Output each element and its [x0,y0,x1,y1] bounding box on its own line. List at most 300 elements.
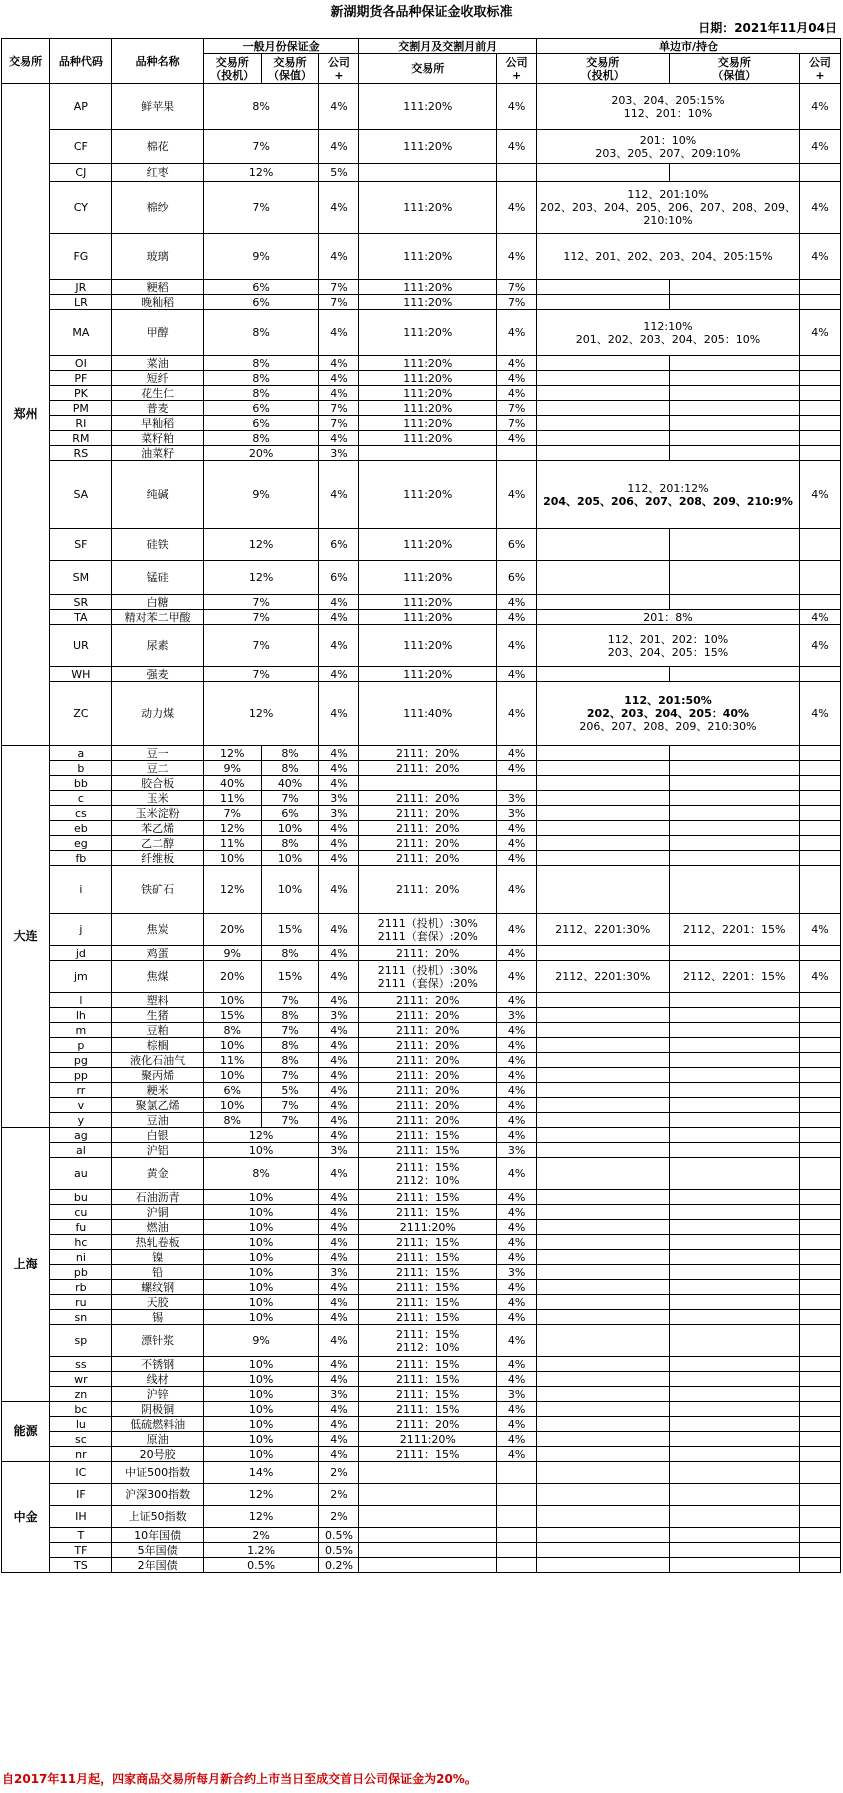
delivery-exchange-cell: 111:20% [359,416,497,431]
general-exchange-cell: 12% [203,529,319,561]
code-cell: WH [50,667,112,682]
unilateral-spec-cell [537,946,669,961]
delivery-exchange-cell: 111:20% [359,561,497,595]
unilateral-hedge-cell [669,1083,799,1098]
general-exchange-cell: 10% [203,1372,319,1387]
unilateral-spec-cell [537,1250,669,1265]
delivery-exchange-cell: 2111：20% [359,836,497,851]
code-cell: AP [50,84,112,130]
table-row [2,761,841,776]
delivery-company-cell: 4% [497,746,537,761]
code-cell: PK [50,386,112,401]
unilateral-company-cell: 4% [799,914,840,946]
code-cell: FG [50,234,112,280]
unilateral-spec-cell [537,1432,669,1447]
general-exchange-cell: 12% [203,1128,319,1143]
code-cell: y [50,1113,112,1128]
unilateral-hedge-cell [669,295,799,310]
unilateral-hedge-cell [669,1372,799,1387]
general-exchange-cell: 10% [203,1402,319,1417]
delivery-exchange-cell: 111:20% [359,356,497,371]
unilateral-company-cell [799,416,840,431]
general-spec-cell: 12% [203,866,261,914]
unilateral-company-cell [799,1558,840,1573]
unilateral-hedge-cell [669,993,799,1008]
unilateral-company-cell [799,836,840,851]
table-row [2,1128,841,1143]
delivery-exchange-cell: 111:20% [359,371,497,386]
general-spec-cell: 15% [203,1008,261,1023]
table-row [2,386,841,401]
header-code: 品种代码 [50,39,112,84]
table-row [2,529,841,561]
code-cell: hc [50,1235,112,1250]
general-exchange-cell: 10% [203,1310,319,1325]
delivery-exchange-cell [359,776,497,791]
delivery-exchange-cell: 2111：15% [359,1310,497,1325]
name-cell: 沪铝 [112,1143,203,1158]
general-exchange-cell: 8% [203,1158,319,1190]
delivery-exchange-cell: 111:20% [359,667,497,682]
unilateral-company-cell [799,1417,840,1432]
unilateral-hedge-cell [669,164,799,182]
unilateral-company-cell [799,761,840,776]
table-row [2,1484,841,1506]
exchange-cell: 中金 [2,1462,50,1573]
unilateral-spec-cell [537,1558,669,1573]
delivery-company-cell: 4% [497,1402,537,1417]
unilateral-hedge-cell [669,1295,799,1310]
code-cell: SM [50,561,112,595]
general-exchange-cell: 14% [203,1462,319,1484]
general-exchange-cell: 9% [203,234,319,280]
unilateral-hedge-cell [669,1008,799,1023]
general-company-cell: 4% [319,1402,359,1417]
delivery-exchange-cell: 2111：20% [359,866,497,914]
name-cell: 动力煤 [112,682,203,746]
name-cell: 热轧卷板 [112,1235,203,1250]
unilateral-spec-cell [537,561,669,595]
general-exchange-cell: 7% [203,667,319,682]
name-cell: 乙二醇 [112,836,203,851]
name-cell: 10年国债 [112,1528,203,1543]
header-unilateral-exchange-spec: 交易所 （投机） [537,54,669,84]
name-cell: 铁矿石 [112,866,203,914]
code-cell: cs [50,806,112,821]
general-hedge-cell: 7% [261,1023,319,1038]
unilateral-spec-cell [537,1543,669,1558]
general-spec-cell: 8% [203,1023,261,1038]
unilateral-spec-cell [537,836,669,851]
general-exchange-cell: 10% [203,1295,319,1310]
code-cell: SR [50,595,112,610]
unilateral-hedge-cell [669,431,799,446]
code-cell: bc [50,1402,112,1417]
table-row [2,1235,841,1250]
delivery-company-cell: 4% [497,130,537,164]
unilateral-company-cell [799,1432,840,1447]
delivery-company-cell: 4% [497,836,537,851]
name-cell: 强麦 [112,667,203,682]
unilateral-spec-cell [537,1372,669,1387]
code-cell: jm [50,961,112,993]
delivery-company-cell: 4% [497,356,537,371]
delivery-exchange-cell [359,164,497,182]
delivery-company-cell [497,446,537,461]
table-row [2,866,841,914]
name-cell: 天胶 [112,1295,203,1310]
code-cell: rb [50,1280,112,1295]
unilateral-spec-cell [537,386,669,401]
unilateral-line: 112、201:12% [627,481,709,495]
general-exchange-cell: 6% [203,295,319,310]
delivery-company-cell: 4% [497,595,537,610]
general-hedge-cell: 8% [261,1038,319,1053]
unilateral-spec-cell: 2112、2201:30% [537,914,669,946]
general-exchange-cell: 7% [203,610,319,625]
general-exchange-cell: 7% [203,595,319,610]
delivery-company-cell [497,164,537,182]
unilateral-spec-cell [537,1128,669,1143]
delivery-exchange-cell: 2111：20% [359,1038,497,1053]
code-cell: pp [50,1068,112,1083]
table-row [2,1143,841,1158]
table-row [2,595,841,610]
name-cell: 晚籼稻 [112,295,203,310]
general-spec-cell: 10% [203,1038,261,1053]
delivery-exchange-cell: 2111:20% [359,1432,497,1447]
general-hedge-cell: 10% [261,851,319,866]
unilateral-hedge-cell [669,1158,799,1190]
unilateral-spec-cell [537,746,669,761]
header-name: 品种名称 [112,39,203,84]
unilateral-company-cell: 4% [799,682,840,746]
unilateral-hedge-cell [669,561,799,595]
delivery-exchange-cell: 111:20% [359,625,497,667]
unilateral-company-cell [799,851,840,866]
delivery-exchange-cell [359,1528,497,1543]
delivery-exchange-cell: 111:20% [359,280,497,295]
code-cell: IC [50,1462,112,1484]
general-hedge-cell: 5% [261,1083,319,1098]
general-company-cell: 4% [319,625,359,667]
general-spec-cell: 6% [203,1083,261,1098]
table-row [2,295,841,310]
delivery-exchange-cell: 111:20% [359,529,497,561]
unilateral-spec-cell [537,1053,669,1068]
delivery-company-cell: 4% [497,1083,537,1098]
general-hedge-cell: 7% [261,791,319,806]
general-exchange-cell: 1.2% [203,1543,319,1558]
unilateral-spec-cell [537,431,669,446]
name-cell: 20号胶 [112,1447,203,1462]
delivery-company-cell: 4% [497,667,537,682]
table-row [2,851,841,866]
unilateral-exchange-cell [537,461,800,529]
unilateral-company-cell [799,561,840,595]
name-cell: 粳稻 [112,280,203,295]
table-row [2,1387,841,1402]
name-cell: 上证50指数 [112,1506,203,1528]
code-cell: CY [50,182,112,234]
code-cell: sp [50,1325,112,1357]
delivery-exchange-cell: 2111:20% [359,1220,497,1235]
name-cell: 焦炭 [112,914,203,946]
unilateral-hedge-cell [669,1190,799,1205]
delivery-exchange-cell: 2111：20% [359,946,497,961]
header-delivery-exchange: 交易所 [359,54,497,84]
name-cell: 5年国债 [112,1543,203,1558]
general-spec-cell: 10% [203,851,261,866]
general-company-cell: 4% [319,386,359,401]
general-spec-cell: 10% [203,1068,261,1083]
unilateral-company-cell: 4% [799,610,840,625]
unilateral-company-cell [799,1462,840,1484]
general-hedge-cell: 8% [261,746,319,761]
delivery-exchange-cell [359,1506,497,1528]
delivery-exchange-cell: 2111：15% [359,1280,497,1295]
unilateral-spec-cell [537,356,669,371]
unilateral-company-cell [799,1325,840,1357]
table-row [2,791,841,806]
general-exchange-cell: 7% [203,130,319,164]
delivery-exchange-cell: 2111：15% [359,1205,497,1220]
general-exchange-cell: 10% [203,1143,319,1158]
general-company-cell: 4% [319,821,359,836]
unilateral-spec-cell [537,1235,669,1250]
unilateral-hedge-cell [669,1143,799,1158]
general-company-cell: 4% [319,595,359,610]
unilateral-spec-cell [537,993,669,1008]
table-row [2,310,841,356]
unilateral-hedge-cell [669,746,799,761]
table-row [2,431,841,446]
general-company-cell: 4% [319,1023,359,1038]
unilateral-hedge-cell [669,1447,799,1462]
unilateral-spec-cell [537,866,669,914]
table-row [2,821,841,836]
unilateral-company-cell [799,1158,840,1190]
unilateral-spec-cell [537,1113,669,1128]
general-company-cell: 4% [319,946,359,961]
name-cell: 锡 [112,1310,203,1325]
unilateral-hedge-cell [669,1417,799,1432]
general-exchange-cell: 8% [203,84,319,130]
delivery-company-cell: 3% [497,791,537,806]
unilateral-company-cell [799,806,840,821]
unilateral-company-cell [799,371,840,386]
general-company-cell: 4% [319,1190,359,1205]
general-company-cell: 4% [319,1158,359,1190]
unilateral-company-cell [799,280,840,295]
unilateral-company-cell [799,821,840,836]
general-exchange-cell: 6% [203,416,319,431]
general-exchange-cell: 12% [203,561,319,595]
unilateral-spec-cell [537,776,669,791]
delivery-company-cell: 4% [497,1053,537,1068]
general-company-cell: 4% [319,130,359,164]
table-row [2,1310,841,1325]
general-spec-cell: 40% [203,776,261,791]
general-exchange-cell: 10% [203,1432,319,1447]
table-row [2,446,841,461]
table-row [2,356,841,371]
delivery-exchange-cell: 2111：20% [359,746,497,761]
unilateral-hedge-cell [669,1250,799,1265]
delivery-exchange-cell: 2111：20% [359,821,497,836]
unilateral-exchange-cell: 112:10% 201、202、203、204、205：10% [537,310,800,356]
general-exchange-cell: 12% [203,682,319,746]
delivery-exchange-cell: 111:20% [359,130,497,164]
name-cell: 白糖 [112,595,203,610]
code-cell: LR [50,295,112,310]
name-cell: 豆一 [112,746,203,761]
name-cell: 苯乙烯 [112,821,203,836]
general-company-cell: 4% [319,851,359,866]
unilateral-company-cell [799,356,840,371]
general-company-cell: 4% [319,182,359,234]
delivery-company-cell: 4% [497,1235,537,1250]
header-general-company: 公司 + [319,54,359,84]
code-cell: al [50,1143,112,1158]
delivery-exchange-cell: 111:20% [359,386,497,401]
general-company-cell: 4% [319,1295,359,1310]
general-company-cell: 3% [319,791,359,806]
unilateral-company-cell: 4% [799,310,840,356]
table-row [2,1402,841,1417]
general-company-cell: 3% [319,446,359,461]
name-cell: 玻璃 [112,234,203,280]
unilateral-company-cell [799,1528,840,1543]
general-exchange-cell: 9% [203,1325,319,1357]
unilateral-hedge-cell [669,529,799,561]
unilateral-spec-cell [537,1038,669,1053]
unilateral-spec-cell [537,667,669,682]
general-exchange-cell: 12% [203,164,319,182]
code-cell: CF [50,130,112,164]
unilateral-company-cell: 4% [799,234,840,280]
delivery-company-cell: 4% [497,1432,537,1447]
unilateral-hedge-cell [669,1484,799,1506]
general-company-cell: 3% [319,1008,359,1023]
general-exchange-cell: 10% [203,1447,319,1462]
delivery-company-cell: 4% [497,1190,537,1205]
table-row [2,667,841,682]
table-row [2,1372,841,1387]
delivery-exchange-cell: 2111：15% [359,1235,497,1250]
general-company-cell: 3% [319,1143,359,1158]
unilateral-hedge-cell [669,1038,799,1053]
delivery-company-cell: 4% [497,914,537,946]
header-general-exchange-hedge: 交易所 （保值） [261,54,319,84]
general-company-cell: 7% [319,280,359,295]
table-row [2,1432,841,1447]
table-row [2,993,841,1008]
code-cell: a [50,746,112,761]
unilateral-company-cell: 4% [799,961,840,993]
delivery-company-cell: 4% [497,1038,537,1053]
unilateral-hedge-cell [669,851,799,866]
general-hedge-cell: 8% [261,946,319,961]
table-row [2,1023,841,1038]
unilateral-hedge-cell [669,1462,799,1484]
unilateral-hedge-cell [669,1528,799,1543]
delivery-exchange-cell [359,1558,497,1573]
unilateral-line: 202、203、204、205：40% [586,707,750,720]
table-row [2,1417,841,1432]
code-cell: ag [50,1128,112,1143]
table-row [2,461,841,529]
general-company-cell: 7% [319,401,359,416]
name-cell: 纤维板 [112,851,203,866]
general-hedge-cell: 7% [261,993,319,1008]
general-exchange-cell: 10% [203,1280,319,1295]
unilateral-hedge-cell [669,595,799,610]
code-cell: eb [50,821,112,836]
name-cell: 胶合板 [112,776,203,791]
general-exchange-cell: 10% [203,1387,319,1402]
code-cell: T [50,1528,112,1543]
name-cell: 燃油 [112,1220,203,1235]
code-cell: sc [50,1432,112,1447]
delivery-exchange-cell: 2111：15% [359,1265,497,1280]
general-exchange-cell: 10% [203,1205,319,1220]
table-row [2,946,841,961]
unilateral-hedge-cell [669,401,799,416]
unilateral-hedge-cell [669,1098,799,1113]
delivery-exchange-cell: 2111：20% [359,851,497,866]
unilateral-spec-cell [537,416,669,431]
code-cell: TF [50,1543,112,1558]
name-cell: 线材 [112,1372,203,1387]
table-row [2,746,841,761]
unilateral-company-cell [799,1447,840,1462]
delivery-company-cell: 7% [497,295,537,310]
name-cell: 玉米 [112,791,203,806]
delivery-company-cell: 4% [497,946,537,961]
delivery-company-cell: 3% [497,1265,537,1280]
general-company-cell: 6% [319,529,359,561]
name-cell: 沪铜 [112,1205,203,1220]
delivery-company-cell: 4% [497,761,537,776]
delivery-exchange-cell: 2111：15% [359,1357,497,1372]
table-row [2,1113,841,1128]
delivery-company-cell: 4% [497,1280,537,1295]
table-row [2,164,841,182]
header-delivery-company: 公司 + [497,54,537,84]
table-row [2,1543,841,1558]
code-cell: ru [50,1295,112,1310]
delivery-exchange-cell: 2111：20% [359,806,497,821]
name-cell: 鲜苹果 [112,84,203,130]
unilateral-hedge-cell [669,776,799,791]
exchange-cell: 大连 [2,746,50,1128]
unilateral-spec-cell [537,446,669,461]
code-cell: jd [50,946,112,961]
unilateral-hedge-cell [669,1068,799,1083]
delivery-exchange-cell: 2111：15% 2112：10% [359,1325,497,1357]
name-cell: 白银 [112,1128,203,1143]
delivery-company-cell: 4% [497,371,537,386]
general-company-cell: 4% [319,461,359,529]
delivery-company-cell: 4% [497,234,537,280]
unilateral-hedge-cell [669,1325,799,1357]
delivery-company-cell: 4% [497,866,537,914]
delivery-company-cell: 4% [497,1205,537,1220]
general-company-cell: 4% [319,993,359,1008]
general-spec-cell: 12% [203,746,261,761]
table-body [2,84,841,1573]
